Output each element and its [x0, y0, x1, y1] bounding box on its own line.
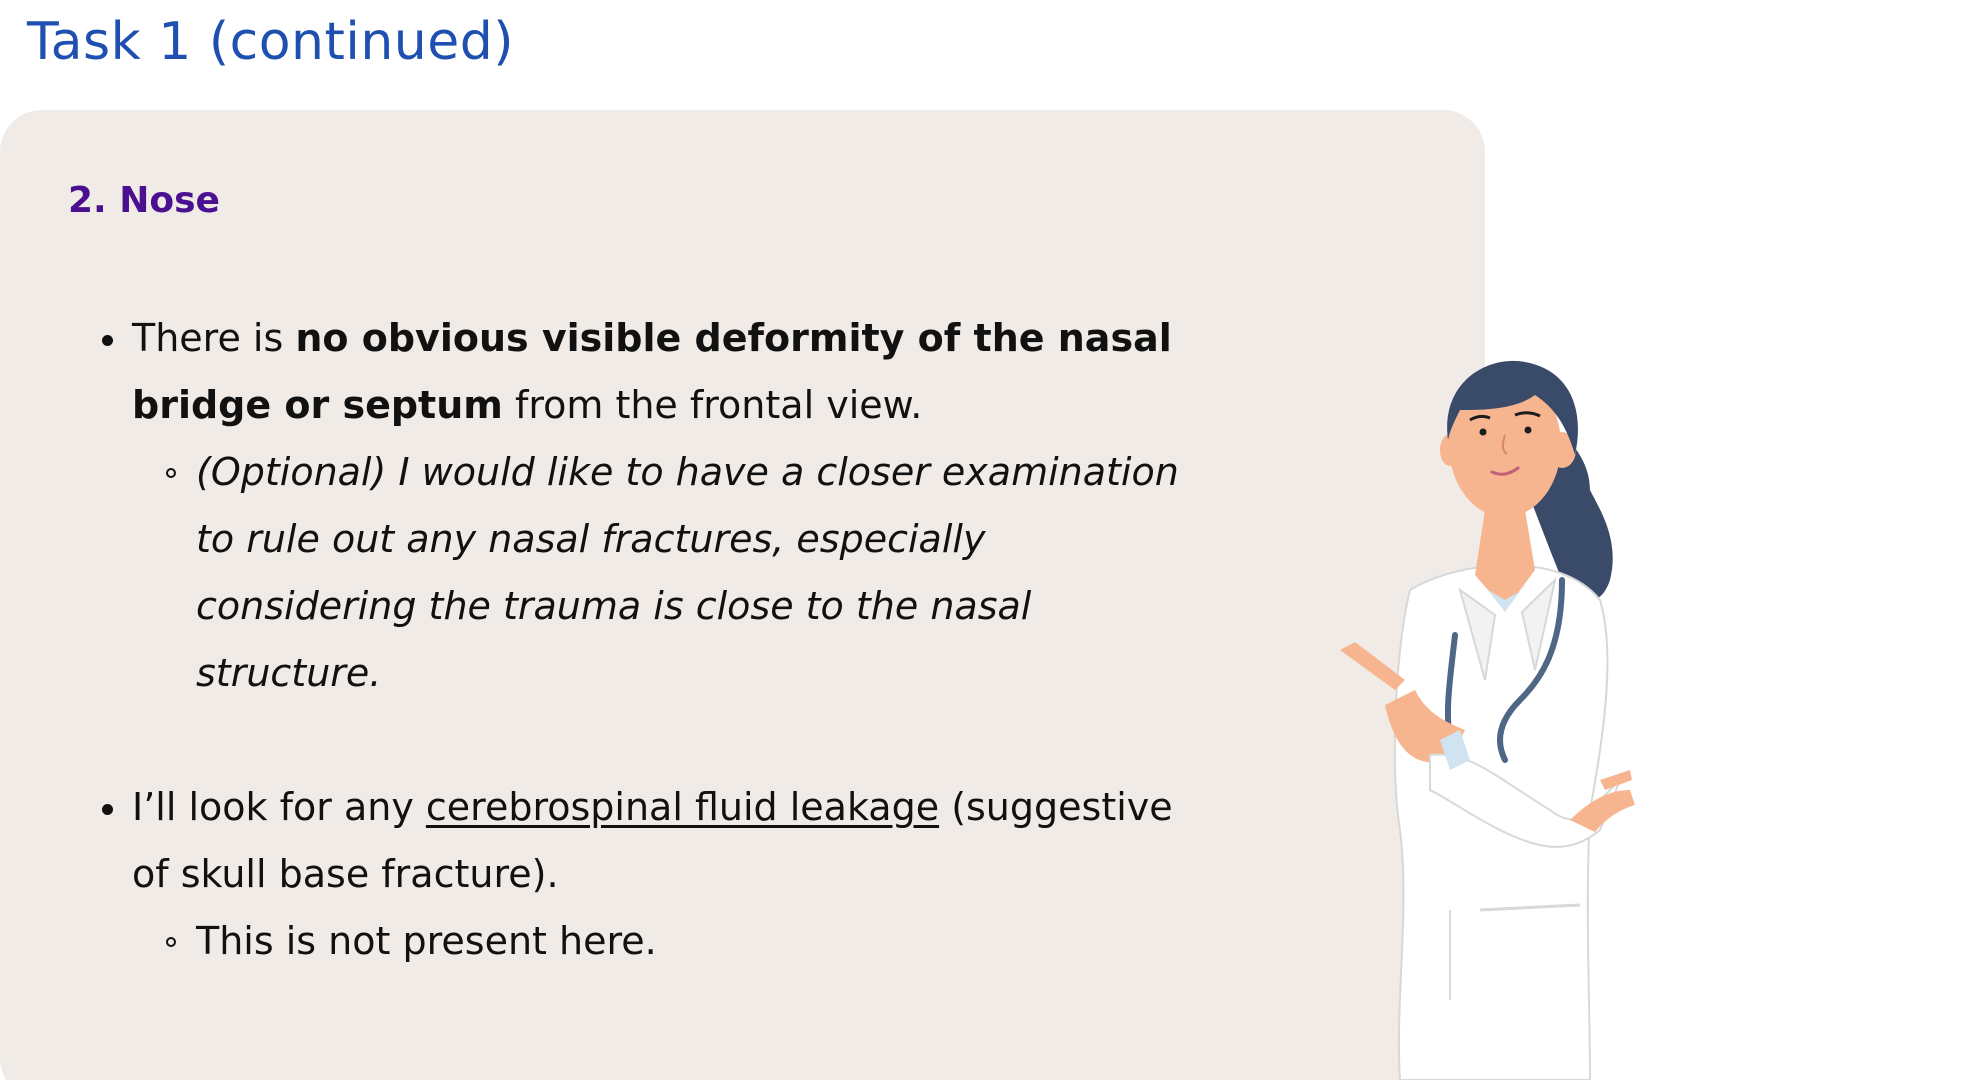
sub-bullet-item-optional: [196, 439, 1192, 707]
sub-bullet-text: This is not present here.: [196, 919, 657, 963]
bullet-item-csf: [132, 774, 1192, 908]
bullet-dot: [102, 335, 113, 346]
spacer: [132, 707, 1192, 774]
bullet-dot: [102, 804, 113, 815]
doctor-illustration: [1300, 350, 1720, 1080]
sub-bullet-item-not-present: [196, 908, 1192, 975]
bullet-emphasis: no obvious visible deformity of the nasal bridge or septum: [132, 316, 1172, 427]
bullet-text: There is: [132, 316, 296, 360]
bullet-text: from the frontal view.: [502, 383, 923, 427]
bullet-text: I’ll look for any: [132, 785, 426, 829]
bullet-text: (suggestive of skull base fracture).: [132, 785, 1173, 896]
section-heading: 2. Nose: [68, 180, 220, 221]
sub-bullet-circle: [166, 468, 176, 478]
sub-bullet-text: (Optional) I would like to have a closer examination to rule out any nasal fractures, especially considering the trauma is close to the nasal structure.: [196, 450, 1179, 695]
bullet-underlined-term: cerebrospinal fluid leakage: [425, 785, 940, 829]
bullet-list: [132, 305, 1192, 975]
bullet-item-deformity: [132, 305, 1192, 439]
page-title: Task 1 (continued): [27, 12, 515, 72]
sub-bullet-circle: [166, 937, 176, 947]
